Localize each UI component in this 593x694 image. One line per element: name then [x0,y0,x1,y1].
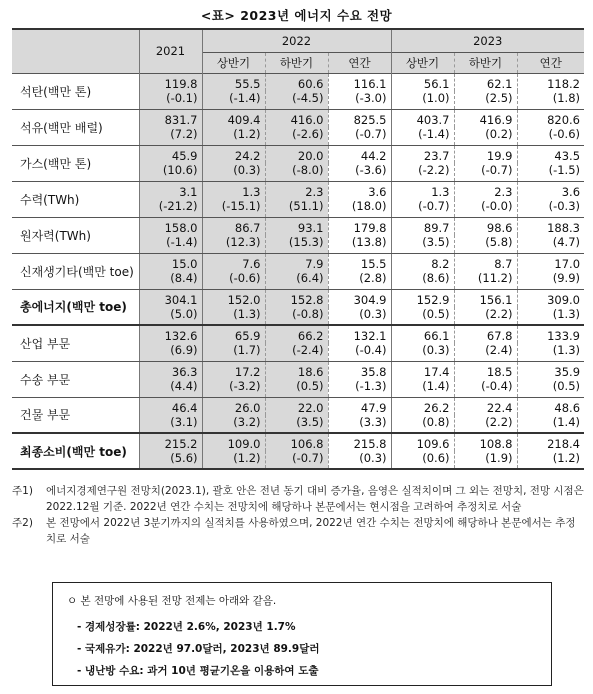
table-row [12,325,584,343]
header-h2-2022: 하반기 [265,52,328,73]
change-cell: (8.6) [391,271,454,289]
value-cell: 66.2 [265,325,328,343]
change-cell: (1.9) [454,451,517,469]
change-cell: (-2.6) [265,127,328,145]
value-cell: 416.0 [265,109,328,127]
value-cell: 65.9 [202,325,265,343]
value-cell: 44.2 [328,145,391,163]
row-label: 산업 부문 [12,325,139,361]
table-row [12,145,584,163]
value-cell: 132.1 [328,325,391,343]
change-cell: (1.4) [391,379,454,397]
change-cell: (-0.7) [328,127,391,145]
header-annual-2023: 연간 [517,52,584,73]
change-cell: (2.5) [454,91,517,109]
row-label: 원자력(TWh) [12,217,139,253]
value-cell: 35.8 [328,361,391,379]
value-cell: 24.2 [202,145,265,163]
change-cell: (12.3) [202,235,265,253]
assumption-gdp: - 경제성장률: 2022년 2.6%, 2023년 1.7% [77,621,296,633]
value-cell: 36.3 [139,361,202,379]
value-cell: 119.8 [139,73,202,91]
table-row [12,253,584,271]
change-cell: (7.2) [139,127,202,145]
change-cell: (-0.4) [328,343,391,361]
value-cell: 109.0 [202,433,265,451]
change-cell: (-0.7) [265,451,328,469]
change-cell: (1.4) [517,415,584,433]
value-cell: 48.6 [517,397,584,415]
change-cell: (-3.6) [328,163,391,181]
value-cell: 89.7 [391,217,454,235]
header-2022: 2022 [202,29,391,52]
value-cell: 825.5 [328,109,391,127]
change-cell: (2.4) [454,343,517,361]
change-cell: (-0.1) [139,91,202,109]
table-row [12,289,584,307]
change-cell: (-2.4) [265,343,328,361]
change-cell: (0.3) [391,343,454,361]
change-cell: (1.3) [517,307,584,325]
value-cell: 20.0 [265,145,328,163]
change-cell: (1.2) [517,451,584,469]
footnote-key: 주1) [12,485,33,497]
value-cell: 179.8 [328,217,391,235]
value-cell: 820.6 [517,109,584,127]
change-cell: (6.4) [265,271,328,289]
change-cell: (11.2) [454,271,517,289]
change-cell: (-21.2) [139,199,202,217]
value-cell: 409.4 [202,109,265,127]
value-cell: 304.1 [139,289,202,307]
value-cell: 3.1 [139,181,202,199]
value-cell: 156.1 [454,289,517,307]
value-cell: 62.1 [454,73,517,91]
value-cell: 7.6 [202,253,265,271]
value-cell: 7.9 [265,253,328,271]
change-cell: (-3.0) [328,91,391,109]
change-cell: (-8.0) [265,163,328,181]
table-title: <표> 2023년 에너지 수요 전망 [200,8,393,23]
table-row [12,217,584,235]
change-cell: (0.5) [265,379,328,397]
value-cell: 55.5 [202,73,265,91]
change-cell: (5.6) [139,451,202,469]
change-cell: (-0.7) [391,199,454,217]
assumption-oil: - 국제유가: 2022년 97.0달러, 2023년 89.9달러 [77,643,320,655]
value-cell: 60.6 [265,73,328,91]
change-cell: (1.0) [391,91,454,109]
value-cell: 3.6 [328,181,391,199]
assumption-heading: ㅇ 본 전망에 사용된 전망 전제는 아래와 같음. [67,595,277,607]
change-cell: (-0.8) [265,307,328,325]
change-cell: (1.7) [202,343,265,361]
row-label: 가스(백만 톤) [12,145,139,181]
change-cell: (1.2) [202,451,265,469]
change-cell: (0.3) [202,163,265,181]
value-cell: 304.9 [328,289,391,307]
energy-demand-table [12,28,584,470]
change-cell: (-1.4) [139,235,202,253]
change-cell: (3.1) [139,415,202,433]
value-cell: 17.2 [202,361,265,379]
change-cell: (0.5) [391,307,454,325]
value-cell: 18.5 [454,361,517,379]
change-cell: (-0.4) [454,379,517,397]
change-cell: (-1.4) [202,91,265,109]
value-cell: 152.0 [202,289,265,307]
change-cell: (1.8) [517,91,584,109]
change-cell: (9.9) [517,271,584,289]
change-cell: (-0.0) [454,199,517,217]
value-cell: 56.1 [391,73,454,91]
footnote-2 [12,515,584,547]
value-cell: 17.0 [517,253,584,271]
value-cell: 15.0 [139,253,202,271]
assumption-weather: - 냉난방 수요: 과거 10년 평균기온을 이용하여 도출 [77,665,319,677]
change-cell: (-1.3) [328,379,391,397]
change-cell: (15.3) [265,235,328,253]
change-cell: (-15.1) [202,199,265,217]
value-cell: 3.6 [517,181,584,199]
row-label: 석탄(백만 톤) [12,73,139,109]
row-label: 수력(TWh) [12,181,139,217]
row-label: 신재생기타(백만 toe) [12,253,139,289]
footnote-key: 주2) [12,517,33,529]
change-cell: (-0.3) [517,199,584,217]
footnote-text: 본 전망에서 2022년 3분기까지의 실적치를 사용하였으며, 2022년 연간 수치는 전망치에 해당하나 본문에서는 추정치로 서술 [46,517,576,545]
table-row [12,433,584,451]
table-row [12,397,584,415]
header-h2-2023: 하반기 [454,52,517,73]
value-cell: 46.4 [139,397,202,415]
value-cell: 215.2 [139,433,202,451]
change-cell: (-3.2) [202,379,265,397]
change-cell: (0.6) [391,451,454,469]
change-cell: (4.7) [517,235,584,253]
change-cell: (6.9) [139,343,202,361]
change-cell: (-2.2) [391,163,454,181]
change-cell: (1.2) [202,127,265,145]
value-cell: 106.8 [265,433,328,451]
change-cell: (8.4) [139,271,202,289]
header-2023: 2023 [391,29,584,52]
value-cell: 133.9 [517,325,584,343]
value-cell: 309.0 [517,289,584,307]
value-cell: 19.9 [454,145,517,163]
change-cell: (-0.7) [454,163,517,181]
value-cell: 2.3 [265,181,328,199]
change-cell: (5.8) [454,235,517,253]
value-cell: 152.8 [265,289,328,307]
row-label: 석유(백만 배럴) [12,109,139,145]
row-label: 총에너지(백만 toe) [12,289,139,325]
value-cell: 26.2 [391,397,454,415]
change-cell: (3.2) [202,415,265,433]
value-cell: 26.0 [202,397,265,415]
header-2021: 2021 [139,29,202,73]
change-cell: (3.5) [391,235,454,253]
value-cell: 18.6 [265,361,328,379]
footnote-1 [12,483,584,515]
change-cell: (2.2) [454,307,517,325]
value-cell: 188.3 [517,217,584,235]
change-cell: (2.2) [454,415,517,433]
value-cell: 22.4 [454,397,517,415]
value-cell: 416.9 [454,109,517,127]
change-cell: (-1.5) [517,163,584,181]
value-cell: 108.8 [454,433,517,451]
change-cell: (4.4) [139,379,202,397]
value-cell: 8.2 [391,253,454,271]
value-cell: 17.4 [391,361,454,379]
change-cell: (0.8) [391,415,454,433]
change-cell: (3.5) [265,415,328,433]
value-cell: 116.1 [328,73,391,91]
value-cell: 118.2 [517,73,584,91]
value-cell: 43.5 [517,145,584,163]
value-cell: 218.4 [517,433,584,451]
value-cell: 8.7 [454,253,517,271]
change-cell: (-0.6) [202,271,265,289]
change-cell: (-0.6) [517,127,584,145]
assumption-box [52,582,552,686]
change-cell: (-4.5) [265,91,328,109]
value-cell: 66.1 [391,325,454,343]
value-cell: 86.7 [202,217,265,235]
table-row [12,181,584,199]
header-blank [12,29,139,73]
value-cell: 152.9 [391,289,454,307]
row-label: 최종소비(백만 toe) [12,433,139,469]
value-cell: 2.3 [454,181,517,199]
table-row [12,109,584,127]
value-cell: 45.9 [139,145,202,163]
change-cell: (-1.4) [391,127,454,145]
value-cell: 23.7 [391,145,454,163]
value-cell: 98.6 [454,217,517,235]
change-cell: (0.5) [517,379,584,397]
header-annual-2022: 연간 [328,52,391,73]
row-label: 건물 부문 [12,397,139,433]
value-cell: 22.0 [265,397,328,415]
header-h1-2023: 상반기 [391,52,454,73]
value-cell: 403.7 [391,109,454,127]
value-cell: 93.1 [265,217,328,235]
footnote-text: 에너지경제연구원 전망치(2023.1), 괄호 안은 전년 동기 대비 증가율, 음영은 실적치이며 그 외는 전망치, 전망 시점은 2022.12월 기준. 2022년 연간 수치는 전망치에 해당하나 본문에서는 현시점을 고려하여 추정치로 서술 [46,485,584,513]
value-cell: 1.3 [391,181,454,199]
change-cell: (1.3) [517,343,584,361]
change-cell: (5.0) [139,307,202,325]
change-cell: (0.3) [328,307,391,325]
table-row [12,361,584,379]
value-cell: 67.8 [454,325,517,343]
footnotes [12,483,584,547]
change-cell: (13.8) [328,235,391,253]
change-cell: (0.3) [328,451,391,469]
value-cell: 35.9 [517,361,584,379]
table-row [12,73,584,91]
row-label: 수송 부문 [12,361,139,397]
value-cell: 132.6 [139,325,202,343]
value-cell: 47.9 [328,397,391,415]
change-cell: (0.2) [454,127,517,145]
value-cell: 158.0 [139,217,202,235]
value-cell: 831.7 [139,109,202,127]
value-cell: 15.5 [328,253,391,271]
value-cell: 1.3 [202,181,265,199]
change-cell: (10.6) [139,163,202,181]
change-cell: (18.0) [328,199,391,217]
change-cell: (2.8) [328,271,391,289]
value-cell: 215.8 [328,433,391,451]
value-cell: 109.6 [391,433,454,451]
change-cell: (1.3) [202,307,265,325]
header-h1-2022: 상반기 [202,52,265,73]
change-cell: (51.1) [265,199,328,217]
change-cell: (3.3) [328,415,391,433]
